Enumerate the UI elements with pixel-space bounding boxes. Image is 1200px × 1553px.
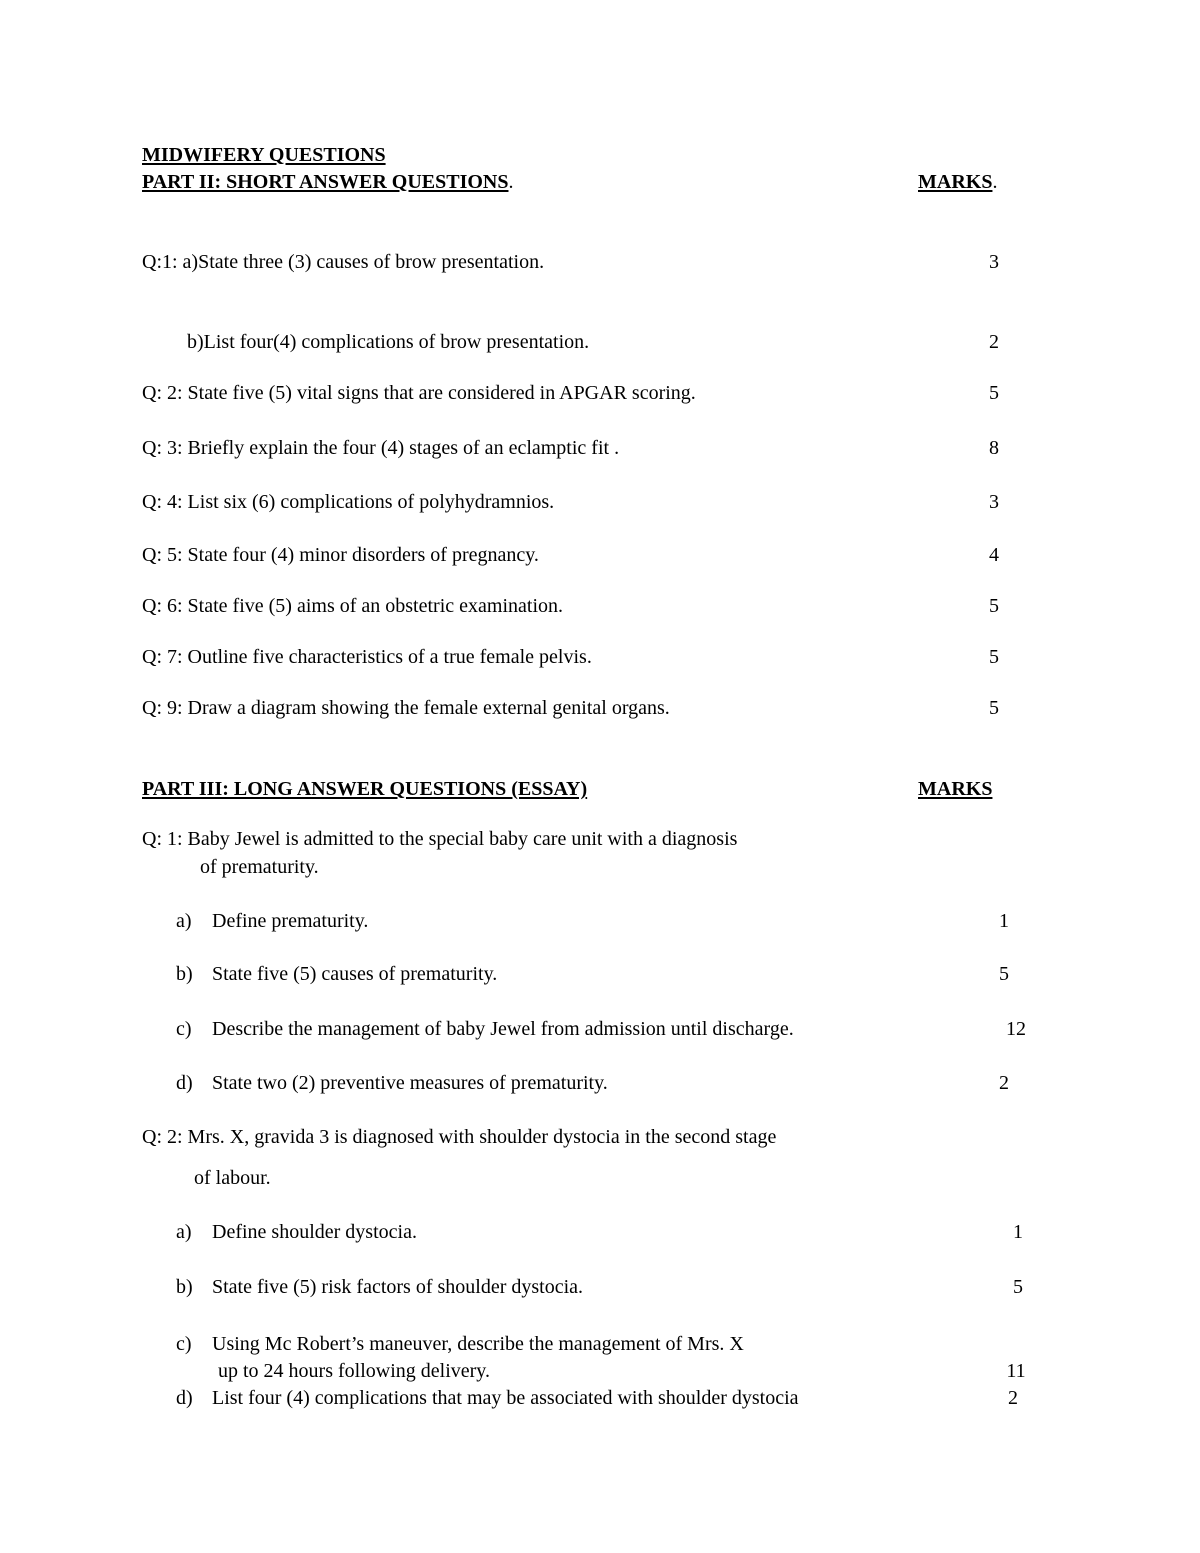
question-marks: 2 (989, 331, 999, 353)
sub-question-text-continued: up to 24 hours following delivery. (218, 1360, 491, 1382)
question-text: Q: 2: State five (5) vital signs that are considered in APGAR scoring. (142, 382, 696, 404)
sub-question-label: d) (176, 1072, 193, 1094)
question-text: Q: 5: State four (4) minor disorders of pregnancy. (142, 544, 539, 566)
part2-marks-heading: MARKS (918, 171, 993, 193)
sub-question-marks: 2 (1008, 1387, 1018, 1409)
sub-question-marks: 11 (1006, 1360, 1026, 1382)
sub-question-text: State five (5) causes of prematurity. (212, 963, 498, 985)
part3-heading: PART III: LONG ANSWER QUESTIONS (ESSAY) (142, 778, 588, 800)
part2-heading-line (142, 172, 513, 192)
sub-question-text: State two (2) preventive measures of prematurity. (212, 1072, 608, 1094)
sub-question-text: List four (4) complications that may be associated with shoulder dystocia (212, 1387, 799, 1409)
question-marks: 4 (989, 544, 999, 566)
part2-marks-heading-line (918, 172, 997, 192)
sub-question-marks: 2 (999, 1072, 1009, 1094)
sub-question-text: Define prematurity. (212, 910, 369, 932)
sub-question-label: a) (176, 1221, 192, 1243)
question-marks: 5 (989, 646, 999, 668)
question-marks: 5 (989, 382, 999, 404)
essay-question-stem: of prematurity. (200, 856, 319, 878)
part2-marks-suffix: . (992, 171, 998, 193)
sub-question-marks: 12 (1006, 1018, 1026, 1040)
essay-question-stem: of labour. (194, 1167, 271, 1189)
question-marks: 3 (989, 251, 999, 273)
document-title: MIDWIFERY QUESTIONS (142, 144, 386, 166)
sub-question-marks: 5 (999, 963, 1009, 985)
question-text: Q: 9: Draw a diagram showing the female external genital organs. (142, 697, 670, 719)
sub-question-text: State five (5) risk factors of shoulder dystocia. (212, 1276, 584, 1298)
sub-question-text: Define shoulder dystocia. (212, 1221, 417, 1243)
sub-question-label: b) (176, 963, 193, 985)
sub-question-marks: 5 (1013, 1276, 1023, 1298)
question-marks: 5 (989, 595, 999, 617)
sub-question-label: c) (176, 1018, 192, 1040)
essay-question-stem: Q: 2: Mrs. X, gravida 3 is diagnosed with shoulder dystocia in the second stage (142, 1126, 777, 1148)
sub-question-marks: 1 (999, 910, 1009, 932)
question-text: Q: 4: List six (6) complications of polyhydramnios. (142, 491, 555, 513)
question-text: Q: 6: State five (5) aims of an obstetric examination. (142, 595, 563, 617)
part2-heading-suffix: . (508, 171, 514, 193)
question-text: Q: 7: Outline five characteristics of a true female pelvis. (142, 646, 592, 668)
sub-question-label: a) (176, 910, 192, 932)
question-text: Q: 3: Briefly explain the four (4) stages of an eclamptic fit . (142, 437, 620, 459)
sub-question-label: b) (176, 1276, 193, 1298)
question-marks: 3 (989, 491, 999, 513)
question-marks: 8 (989, 437, 999, 459)
sub-question-label: c) (176, 1333, 192, 1355)
part3-marks-heading: MARKS (918, 778, 993, 800)
question-marks: 5 (989, 697, 999, 719)
sub-question-text: Describe the management of baby Jewel from admission until discharge. (212, 1018, 794, 1040)
sub-question-label: d) (176, 1387, 193, 1409)
question-text: Q:1: a)State three (3) causes of brow presentation. (142, 251, 545, 273)
part2-heading: PART II: SHORT ANSWER QUESTIONS (142, 171, 509, 193)
sub-question-text: Using Mc Robert’s maneuver, describe the management of Mrs. X (212, 1333, 744, 1355)
essay-question-stem: Q: 1: Baby Jewel is admitted to the special baby care unit with a diagnosis (142, 828, 738, 850)
question-text: b)List four(4) complications of brow presentation. (187, 331, 590, 353)
sub-question-marks: 1 (1013, 1221, 1023, 1243)
